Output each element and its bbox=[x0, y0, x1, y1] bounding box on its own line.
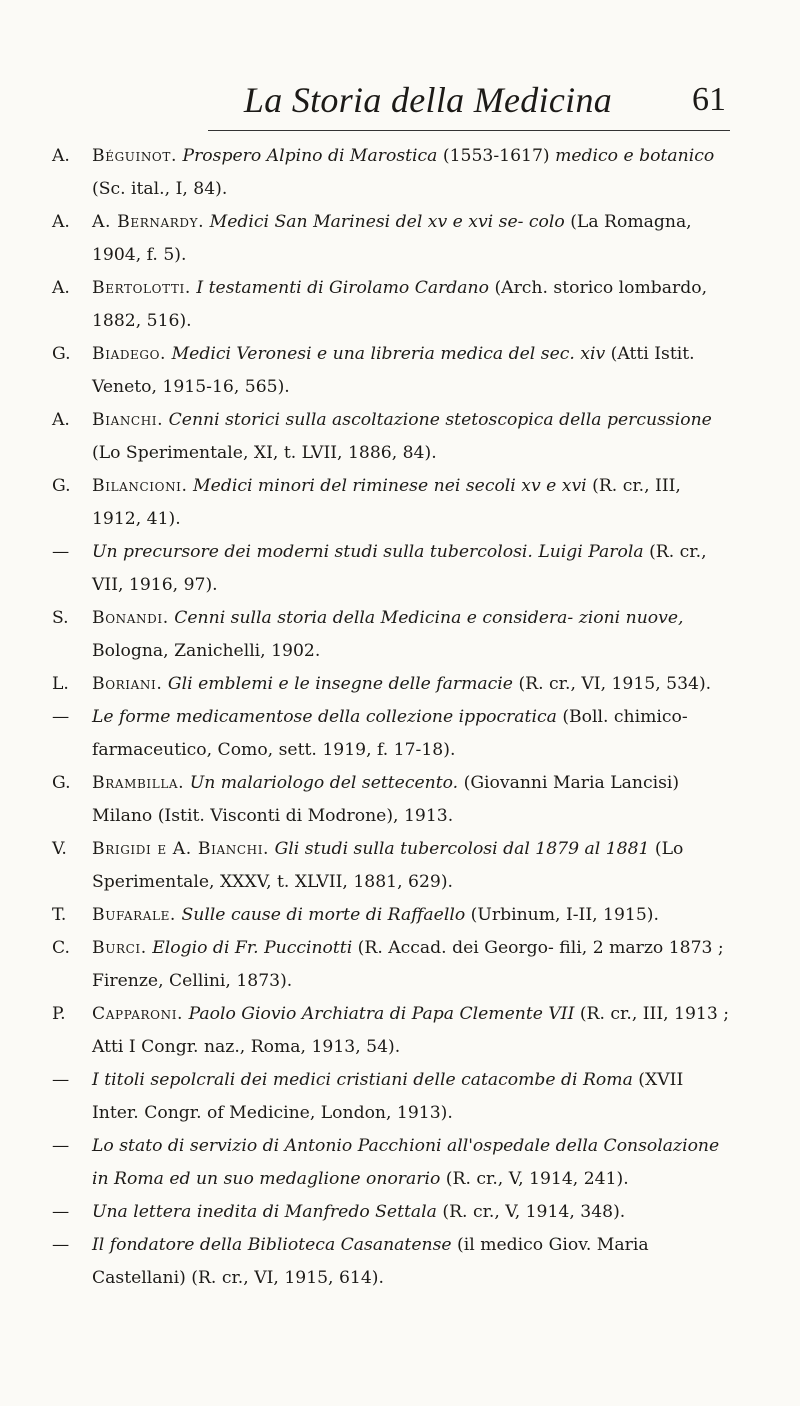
bibliography-entry bbox=[52, 767, 734, 833]
entry-details: (1553-1617) bbox=[442, 146, 556, 166]
page-header bbox=[208, 78, 730, 131]
bibliography-entry bbox=[52, 899, 734, 932]
entry-title: Prospero Alpino di Marostica bbox=[182, 146, 438, 166]
running-title: La Storia della Medicina bbox=[243, 80, 613, 120]
entry-details: (R. cr., VI, 1915, 534). bbox=[518, 674, 712, 694]
bibliography-entry bbox=[52, 272, 734, 338]
bibliography-entry bbox=[52, 1130, 734, 1196]
bibliography-entry bbox=[52, 140, 734, 206]
entry-initial: A. bbox=[52, 410, 70, 430]
entry-title: Le forme medicamentose della collezione ippocratica bbox=[92, 707, 557, 727]
entry-title: Medici minori del riminese nei secoli xv e xvi bbox=[193, 476, 587, 496]
entry-author: Burci. bbox=[92, 938, 147, 958]
entry-title: Una lettera inedita di Manfredo Settala bbox=[92, 1202, 437, 1222]
entry-author: Biadego. bbox=[92, 344, 167, 364]
entry-initial: L. bbox=[52, 674, 69, 694]
entry-author: Bonandi. bbox=[92, 608, 169, 628]
entry-author: Bertolotti. bbox=[92, 278, 191, 298]
entry-initial: G. bbox=[52, 476, 71, 496]
entry-title: Il fondatore della Biblioteca Casanatense bbox=[92, 1235, 452, 1255]
entry-author: Boriani. bbox=[92, 674, 163, 694]
entry-details: (XVII Inter. Congr. of Medicine, London, 1913). bbox=[92, 1070, 684, 1123]
entry-initial: — bbox=[52, 1235, 70, 1255]
bibliography-entry bbox=[52, 668, 734, 701]
entry-author: A. Bernardy. bbox=[92, 212, 205, 232]
entry-initial: G. bbox=[52, 344, 71, 364]
entry-title: Gli emblemi e le insegne delle farmacie bbox=[167, 674, 513, 694]
entry-initial: A. bbox=[52, 146, 70, 166]
bibliography-entry bbox=[52, 998, 734, 1064]
bibliography-entry bbox=[52, 1196, 734, 1229]
entry-details: (Boll. chimico-farmaceutico, Como, sett. 1919, f. 17-18). bbox=[92, 707, 688, 760]
entry-initial: A. bbox=[52, 278, 70, 298]
entry-details: (R. cr., VII, 1916, 97). bbox=[92, 542, 707, 595]
entry-title: Cenni storici sulla ascoltazione stetoscopica della percussione bbox=[168, 410, 712, 430]
entry-author: Bilancioni. bbox=[92, 476, 188, 496]
bibliography-entry bbox=[52, 602, 734, 668]
entry-initial: — bbox=[52, 1202, 70, 1222]
bibliography-entry bbox=[52, 701, 734, 767]
entry-title: Elogio di Fr. Puccinotti bbox=[152, 938, 353, 958]
entry-initial: — bbox=[52, 1136, 70, 1156]
entry-details-2: (Sc. ital., I, 84). bbox=[92, 179, 228, 199]
page-number: 61 bbox=[692, 81, 726, 118]
entry-details: Bologna, Zanichelli, 1902. bbox=[92, 641, 321, 661]
bibliography-entry bbox=[52, 338, 734, 404]
bibliography-entry bbox=[52, 932, 734, 998]
bibliography-entry bbox=[52, 536, 734, 602]
entry-details: (Atti Istit. Veneto, 1915-16, 565). bbox=[92, 344, 695, 397]
entry-title: Medici Veronesi e una libreria medica del sec. xiv bbox=[171, 344, 606, 364]
entry-title: Sulle cause di morte di Raffaello bbox=[181, 905, 466, 925]
entry-initial: P. bbox=[52, 1004, 66, 1024]
entry-details: (La Romagna, 1904, f. 5). bbox=[92, 212, 692, 265]
entry-author: Bufarale. bbox=[92, 905, 176, 925]
entry-title: Un precursore dei moderni studi sulla tubercolosi. Luigi Parola bbox=[92, 542, 644, 562]
entry-subtitle: medico e botanico bbox=[555, 146, 715, 166]
bibliography-entry bbox=[52, 470, 734, 536]
entry-author: Béguinot. bbox=[92, 146, 178, 166]
bibliography-list bbox=[52, 140, 734, 1295]
entry-details: (Urbinum, I-II, 1915). bbox=[470, 905, 659, 925]
entry-initial: S. bbox=[52, 608, 69, 628]
entry-details: (Giovanni Maria Lancisi) Milano (Istit. Visconti di Modrone), 1913. bbox=[92, 773, 680, 826]
entry-details: (R. cr., V, 1914, 348). bbox=[442, 1202, 626, 1222]
bibliography-entry bbox=[52, 404, 734, 470]
entry-initial: — bbox=[52, 707, 70, 727]
entry-author: Capparoni. bbox=[92, 1004, 184, 1024]
entry-title: I titoli sepolcrali dei medici cristiani delle catacombe di Roma bbox=[92, 1070, 633, 1090]
entry-details: (Lo Sperimentale, XXXV, t. XLVII, 1881, 629). bbox=[92, 839, 684, 892]
entry-details: (il medico Giov. Maria Castellani) (R. cr., VI, 1915, 614). bbox=[92, 1235, 649, 1288]
entry-details: (R. cr., V, 1914, 241). bbox=[445, 1169, 629, 1189]
entry-details: (Arch. storico lombardo, 1882, 516). bbox=[92, 278, 708, 331]
entry-title: Medici San Marinesi del xv e xvi se- colo bbox=[209, 212, 565, 232]
entry-initial: — bbox=[52, 542, 70, 562]
entry-details: (Lo Sperimentale, XI, t. LVII, 1886, 84). bbox=[92, 443, 437, 463]
entry-author: Brigidi e A. Bianchi. bbox=[92, 839, 270, 859]
entry-initial: T. bbox=[52, 905, 67, 925]
entry-title: Lo stato di servizio di Antonio Pacchioni all'ospedale della Consolazione in Roma ed un suo medaglione onorario bbox=[92, 1136, 720, 1189]
entry-title: Gli studi sulla tubercolosi dal 1879 al 1881 bbox=[274, 839, 650, 859]
entry-initial: — bbox=[52, 1070, 70, 1090]
entry-details: (R. cr., III, 1912, 41). bbox=[92, 476, 681, 529]
entry-title: Cenni sulla storia della Medicina e considera- zioni nuove, bbox=[174, 608, 684, 628]
entry-title: I testamenti di Girolamo Cardano bbox=[196, 278, 489, 298]
entry-title: Paolo Giovio Archiatra di Papa Clemente VII bbox=[188, 1004, 575, 1024]
entry-initial: V. bbox=[52, 839, 67, 859]
entry-title: Un malariologo del settecento. bbox=[189, 773, 459, 793]
bibliography-entry bbox=[52, 1229, 734, 1295]
entry-author: Brambilla. bbox=[92, 773, 185, 793]
entry-initial: G. bbox=[52, 773, 71, 793]
bibliography-entry bbox=[52, 833, 734, 899]
entry-initial: A. bbox=[52, 212, 70, 232]
entry-details: (R. Accad. dei Georgo- fili, 2 marzo 1873 ; Firenze, Cellini, 1873). bbox=[92, 938, 724, 991]
bibliography-entry bbox=[52, 206, 734, 272]
entry-details: (R. cr., III, 1913 ; Atti I Congr. naz., Roma, 1913, 54). bbox=[92, 1004, 730, 1057]
bibliography-entry bbox=[52, 1064, 734, 1130]
entry-initial: C. bbox=[52, 938, 71, 958]
entry-author: Bianchi. bbox=[92, 410, 164, 430]
